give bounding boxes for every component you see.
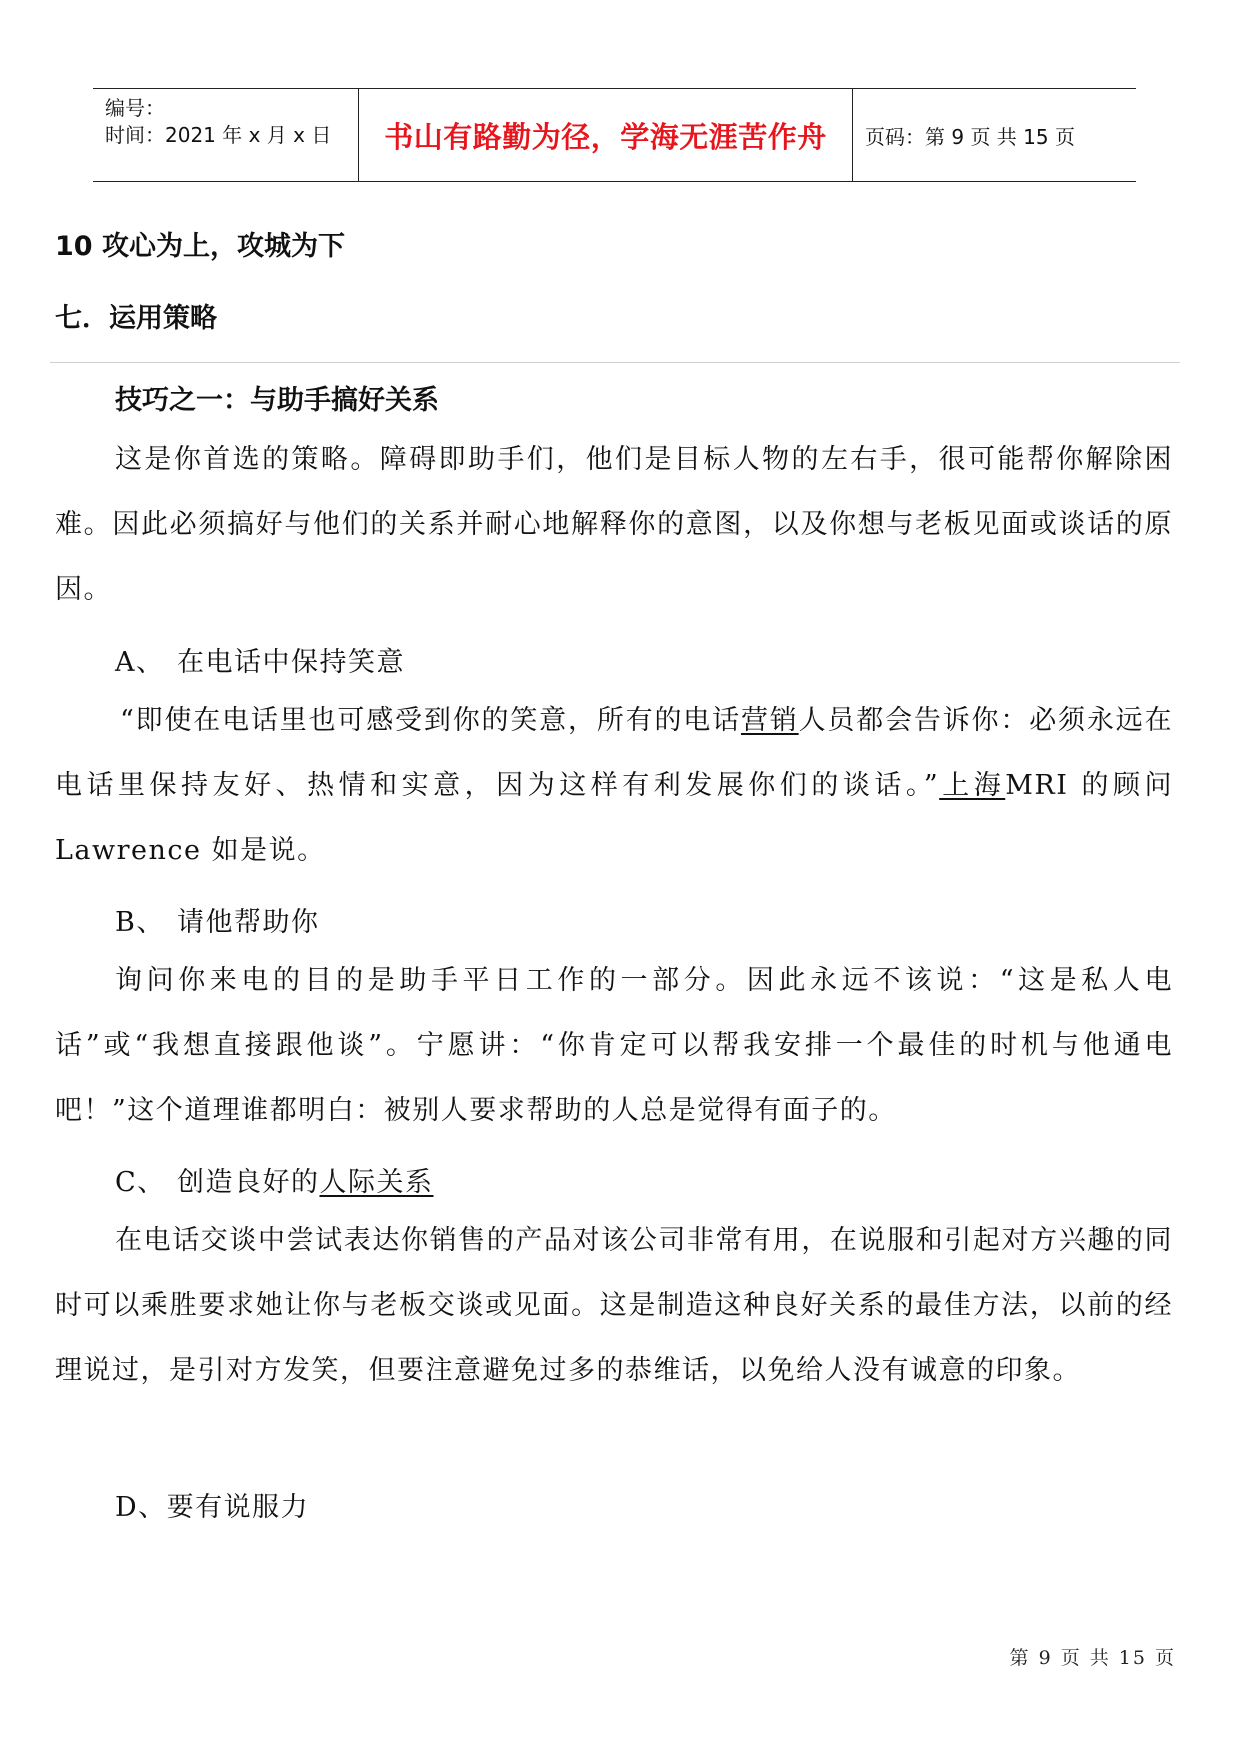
link-shanghai[interactable]: 上海	[939, 770, 1006, 801]
paragraph-a-part3: MRI 的顾问 Lawrence 如是说。	[55, 770, 1173, 866]
page-footer: 第 9 页 共 15 页	[1009, 1647, 1176, 1669]
list-marker-b: B、	[115, 907, 165, 938]
number-label: 编号：	[105, 96, 165, 120]
header-page-info: 页码：第 9 页 共 15 页	[865, 124, 1075, 149]
tip-1-heading: 技巧之一：与助手搞好关系	[115, 385, 439, 416]
header-motto: 书山有路勤为径，学海无涯苦作舟	[359, 89, 853, 181]
list-text-b: 请他帮助你	[177, 907, 320, 938]
list-item-b	[115, 900, 320, 939]
list-item-d: D、要有说服力	[115, 1492, 310, 1523]
paragraph-a-part2: 人员都会告诉你：必须永远在电话里保持友好、热情和实意，因为这样有利发展你们的谈话。”	[55, 705, 1174, 801]
paragraph-b: 询问你来电的目的是助手平日工作的一部分。因此永远不该说：“这是私人电话”或“我想直接跟他谈”。宁愿讲：“你肯定可以帮我安排一个最佳的时机与他通电吧！”这个道理谁都明白：被别人要求帮助的人总是觉得有面子的。	[55, 965, 1173, 1126]
list-text-a: 在电话中保持笑意	[177, 647, 405, 678]
list-marker-a: A、	[115, 647, 165, 678]
header-meta	[93, 89, 359, 181]
list-item-c	[115, 1160, 434, 1199]
page-header	[93, 88, 1136, 182]
heading-section-7: 七．运用策略	[55, 303, 217, 334]
paragraph-a	[55, 688, 1173, 883]
list-item-a	[115, 640, 405, 679]
list-marker-c: C、	[115, 1167, 166, 1198]
heading-section-10: 10 攻心为上，攻城为下	[55, 231, 345, 262]
divider	[50, 362, 1180, 363]
paragraph-c: 在电话交谈中尝试表达你销售的产品对该公司非常有用，在说服和引起对方兴趣的同时可以乘胜要求她让你与老板交谈或见面。这是制造这种良好关系的最佳方法，以前的经理说过，是引对方发笑，但要注意避免过多的恭维话，以免给人没有诚意的印象。	[55, 1225, 1173, 1386]
list-text-c: 创造良好的	[177, 1167, 320, 1198]
link-marketing[interactable]: 营销	[740, 705, 799, 736]
paragraph-intro: 这是你首选的策略。障碍即助手们，他们是目标人物的左右手，很可能帮你解除困难。因此必须搞好与他们的关系并耐心地解释你的意图，以及你想与老板见面或谈话的原因。	[55, 444, 1173, 605]
time-label: 时间：2021 年 x 月 x 日	[105, 123, 332, 147]
link-interpersonal[interactable]: 人际关系	[319, 1167, 434, 1198]
paragraph-a-part1: “即使在电话里也可感受到你的笑意，所有的电话	[120, 705, 741, 736]
